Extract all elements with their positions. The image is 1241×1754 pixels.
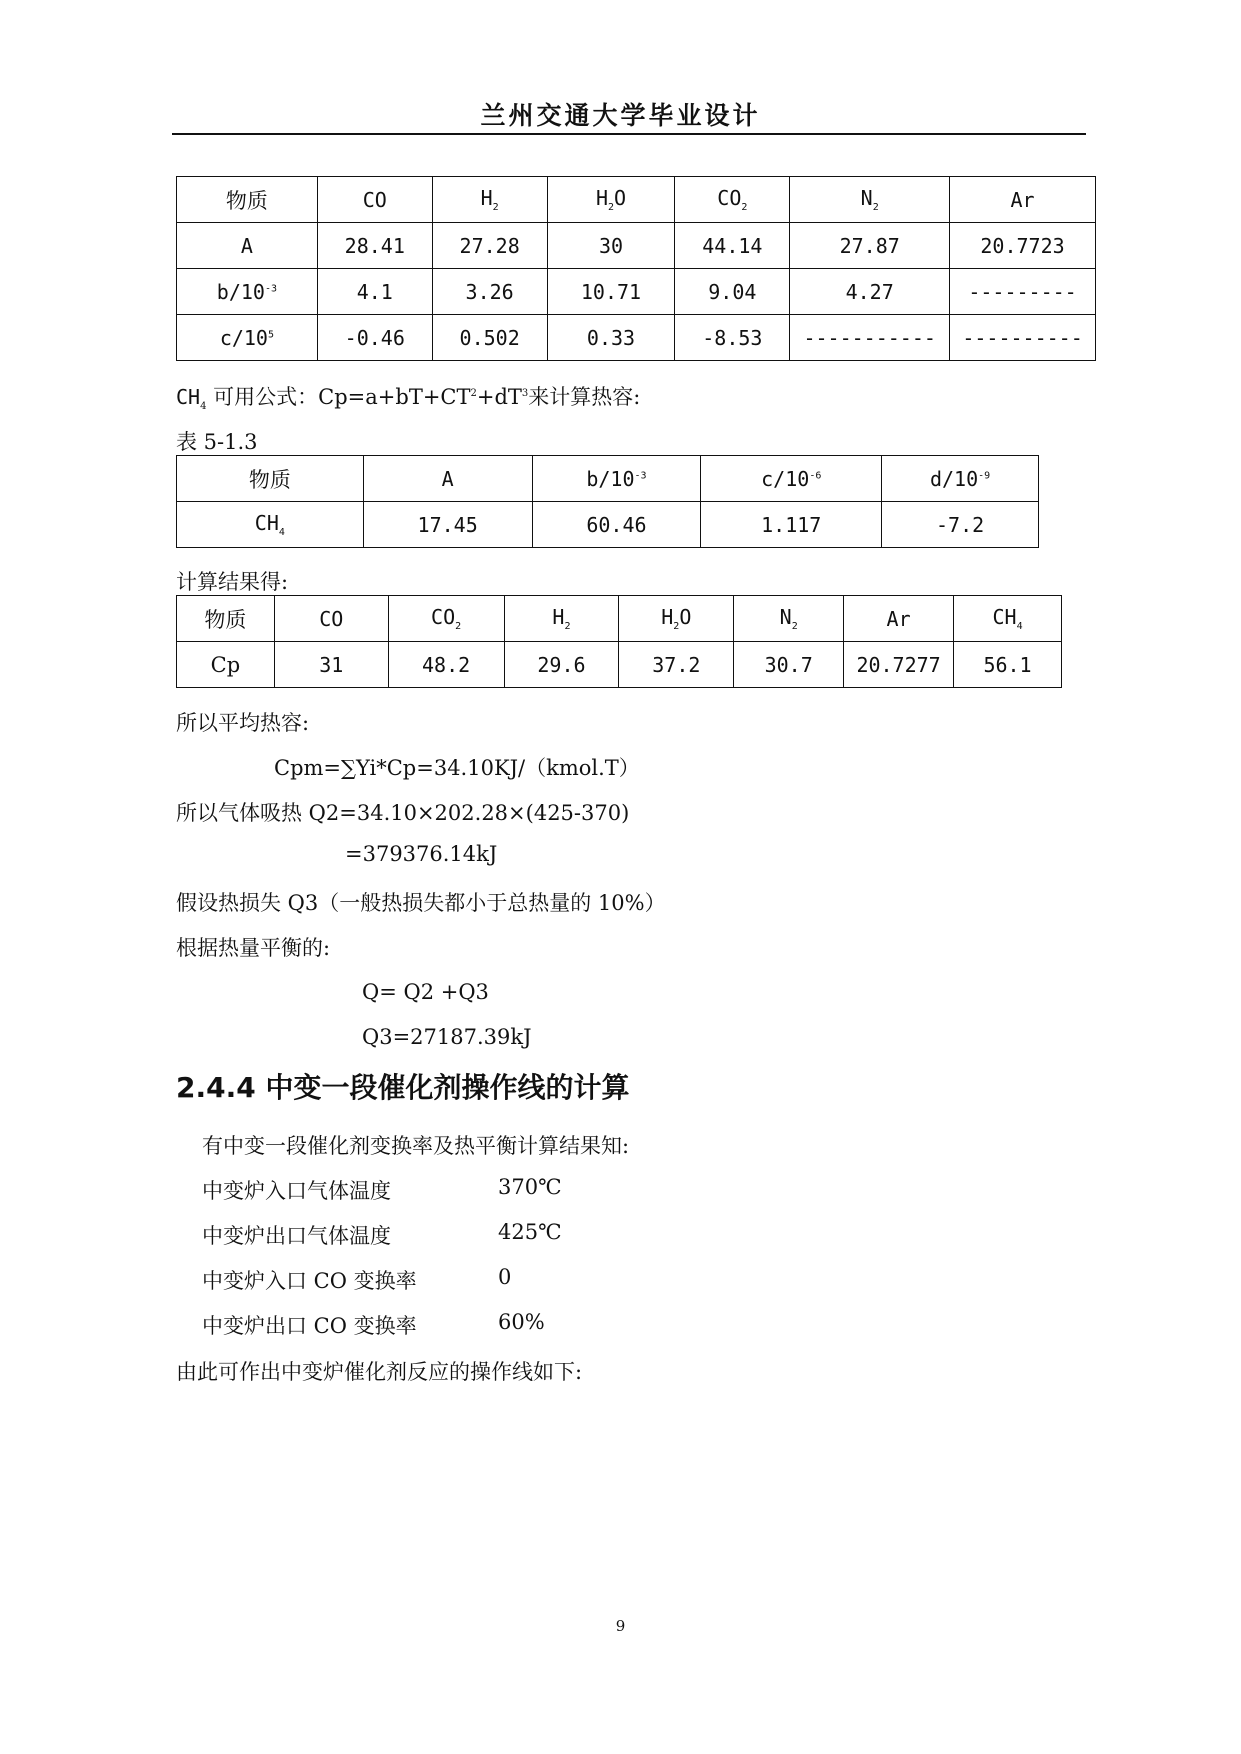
table-cell: -8.53 — [675, 315, 790, 361]
condition-label: 中变炉入口 CO 变换率 — [202, 1269, 417, 1293]
q2-result: =379376.14kJ — [345, 842, 498, 866]
ch4-formula-text: $CH_4$ 可用公式：$Cp=a+bT+CT^2+dT^3$来计算热容: — [176, 385, 641, 413]
table-cell: 0.33 — [547, 315, 675, 361]
table-row — [177, 502, 1039, 548]
table-cell: $b/10^{-3}$ — [177, 269, 318, 315]
table-cell: 20.7277 — [844, 642, 954, 688]
table-header-cell: 物质 — [177, 177, 318, 223]
header-rule — [172, 133, 1086, 135]
table-cell: --------- — [950, 269, 1096, 315]
table-cell: 28.41 — [317, 223, 432, 269]
table-cell: 9.04 — [675, 269, 790, 315]
table-cell: 60.46 — [532, 502, 701, 548]
table-cell: -7.2 — [882, 502, 1039, 548]
table-header-cell: $N_2$ — [734, 596, 844, 642]
table-cell: A — [177, 223, 318, 269]
avg-heat-text: 所以平均热容: — [176, 711, 310, 735]
table-cell: -0.46 — [317, 315, 432, 361]
condition-label: 中变炉入口气体温度 — [202, 1179, 391, 1203]
table-cell: ----------- — [790, 315, 950, 361]
table-cell: 31 — [274, 642, 388, 688]
table-cell: 30 — [547, 223, 675, 269]
condition-value: 0 — [498, 1265, 512, 1289]
section-title: 2.4.4 中变一段催化剂操作线的计算 — [176, 1071, 630, 1104]
table-header-cell: $H_2$ — [504, 596, 619, 642]
calc-result-text: 计算结果得: — [176, 570, 289, 594]
table-cell: 4.27 — [790, 269, 950, 315]
page-number: 9 — [615, 1617, 626, 1635]
table-row — [177, 456, 1039, 502]
conclusion-text: 由此可作出中变炉催化剂反应的操作线如下: — [176, 1360, 583, 1384]
table-row — [177, 269, 1096, 315]
table-header-cell: $H_2O$ — [619, 596, 734, 642]
table-cell: 10.71 — [547, 269, 675, 315]
table-header-cell: $CO_2$ — [675, 177, 790, 223]
table-header-cell: $c/10^{-6}$ — [701, 456, 882, 502]
table-header-cell: CO — [274, 596, 388, 642]
table-row — [177, 315, 1096, 361]
table-cell: 44.14 — [675, 223, 790, 269]
table-header-cell: $d/10^{-9}$ — [882, 456, 1039, 502]
table-header-cell: $N_2$ — [790, 177, 950, 223]
table-header-cell: A — [363, 456, 532, 502]
table-cell: 1.117 — [701, 502, 882, 548]
cpm-equation: Cpm=∑Yi*Cp=34.10KJ/（kmol.T） — [274, 756, 640, 780]
table-cell: 29.6 — [504, 642, 619, 688]
q3-result: Q3=27187.39kJ — [362, 1025, 532, 1049]
table-cell: 56.1 — [954, 642, 1062, 688]
table-header-cell: $H_2O$ — [547, 177, 675, 223]
table-caption: 表 5-1.3 — [176, 430, 258, 454]
table-cell: 37.2 — [619, 642, 734, 688]
table-cell: 30.7 — [734, 642, 844, 688]
condition-value: 425℃ — [498, 1220, 562, 1244]
table-cell: 17.45 — [363, 502, 532, 548]
table-cell: 48.2 — [388, 642, 504, 688]
condition-value: 60% — [498, 1310, 545, 1334]
table-row — [177, 596, 1062, 642]
table-row — [177, 177, 1096, 223]
table-row — [177, 642, 1062, 688]
table-cell: ---------- — [950, 315, 1096, 361]
table-cell: $CH_4$ — [177, 502, 364, 548]
table-header-cell: CO — [317, 177, 432, 223]
condition-label: 中变炉出口气体温度 — [202, 1224, 391, 1248]
condition-value: 370℃ — [498, 1175, 562, 1199]
table-cell: 27.87 — [790, 223, 950, 269]
table-header-cell: Ar — [950, 177, 1096, 223]
table-cell: 20.7723 — [950, 223, 1096, 269]
table-header-cell: $CO_2$ — [388, 596, 504, 642]
table-header-cell: 物质 — [177, 456, 364, 502]
table-header-cell: $CH_4$ — [954, 596, 1062, 642]
page-header-title: 兰州交通大学毕业设计 — [480, 101, 761, 130]
table-cell: 27.28 — [432, 223, 547, 269]
q3-assumption: 假设热损失 Q3（一般热损失都小于总热量的 10%） — [176, 891, 666, 915]
ch4-coefficient-table — [176, 455, 1039, 548]
table-cell: 3.26 — [432, 269, 547, 315]
table-header-cell: $H_2$ — [432, 177, 547, 223]
balance-text: 根据热量平衡的: — [176, 936, 331, 960]
q2-equation: 所以气体吸热 Q2=34.10×202.28×(425-370) — [176, 801, 630, 825]
table-header-cell: Ar — [844, 596, 954, 642]
table-cell: 0.502 — [432, 315, 547, 361]
table-header-cell: $b/10^{-3}$ — [532, 456, 701, 502]
heat-capacity-coefficient-table — [176, 176, 1096, 361]
table-cell: 4.1 — [317, 269, 432, 315]
condition-label: 中变炉出口 CO 变换率 — [202, 1314, 417, 1338]
intro-text: 有中变一段催化剂变换率及热平衡计算结果知: — [202, 1134, 630, 1158]
table-header-cell: 物质 — [177, 596, 275, 642]
table-cell: Cp — [177, 642, 275, 688]
cp-result-table — [176, 595, 1062, 688]
table-row — [177, 223, 1096, 269]
balance-equation: Q= Q2 +Q3 — [362, 980, 489, 1004]
table-cell: $c/10^5$ — [177, 315, 318, 361]
